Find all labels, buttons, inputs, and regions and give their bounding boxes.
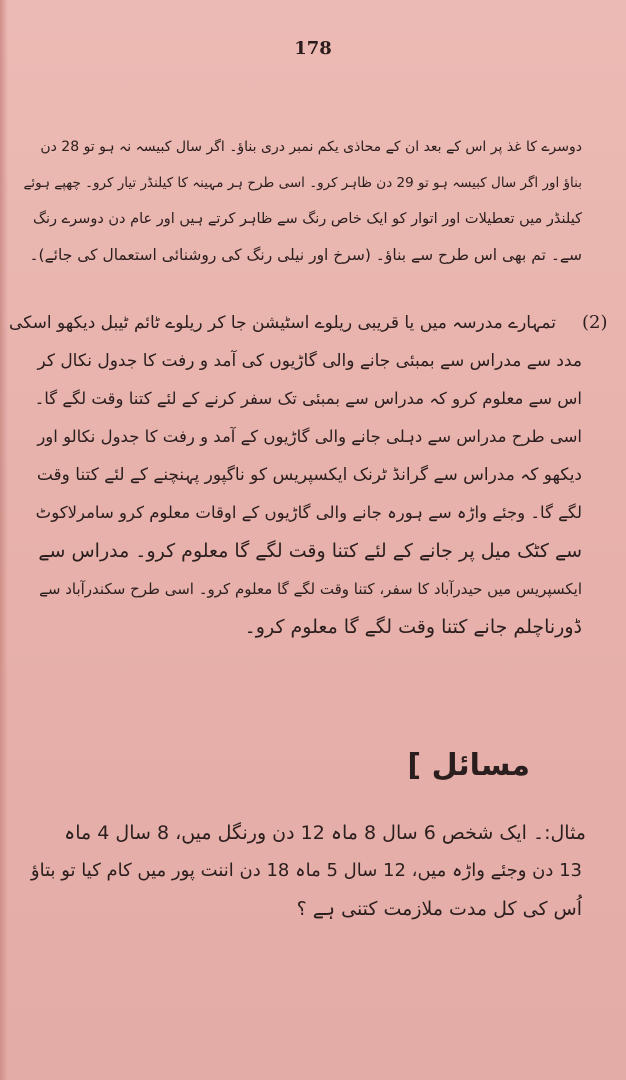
text-line: سے۔ تم بھی اس طرح سے بناؤ۔ (سرخ اور نیلی رنگ کی روشنائی استعمال کی جائے)۔: [29, 246, 582, 264]
page-number: 178: [294, 38, 332, 59]
text-line: لگے گا۔ وجئے واڑہ سے ہورہ جانے والی گاڑیوں کے اوقات معلوم کرو سامرلاکوٹ: [35, 503, 582, 522]
text-line: 13 دن وجئے واڑہ میں، 12 سال 5 ماہ 18 دن اننت پور میں کام کیا تو بتاؤ: [30, 860, 582, 881]
text-line: دوسرے کا غذ پر اس کے بعد ان کے محاذی یکم نمبر دری بناؤ۔ اگر سال کبیسہ نہ ہو تو 28 دن: [40, 139, 582, 155]
text-line: کیلنڈر میں تعطیلات اور اتوار کو ایک خاص رنگ سے ظاہر کرتے ہیں اور عام دن دوسرے رنگ: [33, 211, 582, 227]
text-line: اُس کی کل مدت ملازمت کتنی ہے ؟: [296, 898, 582, 920]
section-heading-problems: مسائل ]: [407, 748, 530, 783]
text-line: اسی طرح مدراس سے دہلی جانے والی گاڑیوں کے آمد و رفت کا جدول نکالو اور: [37, 427, 582, 446]
text-line: اس سے معلوم کرو کہ مدراس سے بمبئی تک سفر کرنے کے لئے کتنا وقت لگے گا۔: [34, 389, 582, 408]
text-line: ڈورناچلم جانے کتنا وقت لگے گا معلوم کرو۔: [244, 616, 582, 638]
text-line: بناؤ اور اگر سال کبیسہ ہو تو 29 دن ظاہر کرو۔ اسی طرح ہر مہینہ کا کیلنڈر تیار کرو۔ چھپے ہوئے: [23, 175, 582, 191]
text-line: مثال:۔ ایک شخص 6 سال 8 ماہ 12 دن ورنگل میں، 8 سال 4 ماہ: [64, 822, 586, 844]
text-line: ایکسپریس میں حیدرآباد کا سفر، کتنا وقت لگے گا معلوم کرو۔ اسی طرح سکندرآباد سے: [39, 580, 582, 598]
text-line: سے کٹک میل پر جانے کے لئے کتنا وقت لگے گا معلوم کرو۔ مدراس سے: [38, 540, 582, 562]
text-line: مدد سے مدراس سے بمبئی جانے والی گاڑیوں کی آمد و رفت کا جدول نکال کر: [37, 351, 582, 371]
page-edge-shadow: [0, 0, 8, 1080]
text-line: دیکھو کہ مدراس سے گرانڈ ٹرنک ایکسپریس کو ناگپور پہنچنے کے لئے کتنا وقت: [36, 465, 582, 485]
text-line: تمہارے مدرسہ میں یا قریبی ریلوے اسٹیشن جا کر ریلوے ٹائم ٹیبل دیکھو اسکی: [9, 313, 556, 333]
item-number-label: (2): [582, 312, 608, 333]
